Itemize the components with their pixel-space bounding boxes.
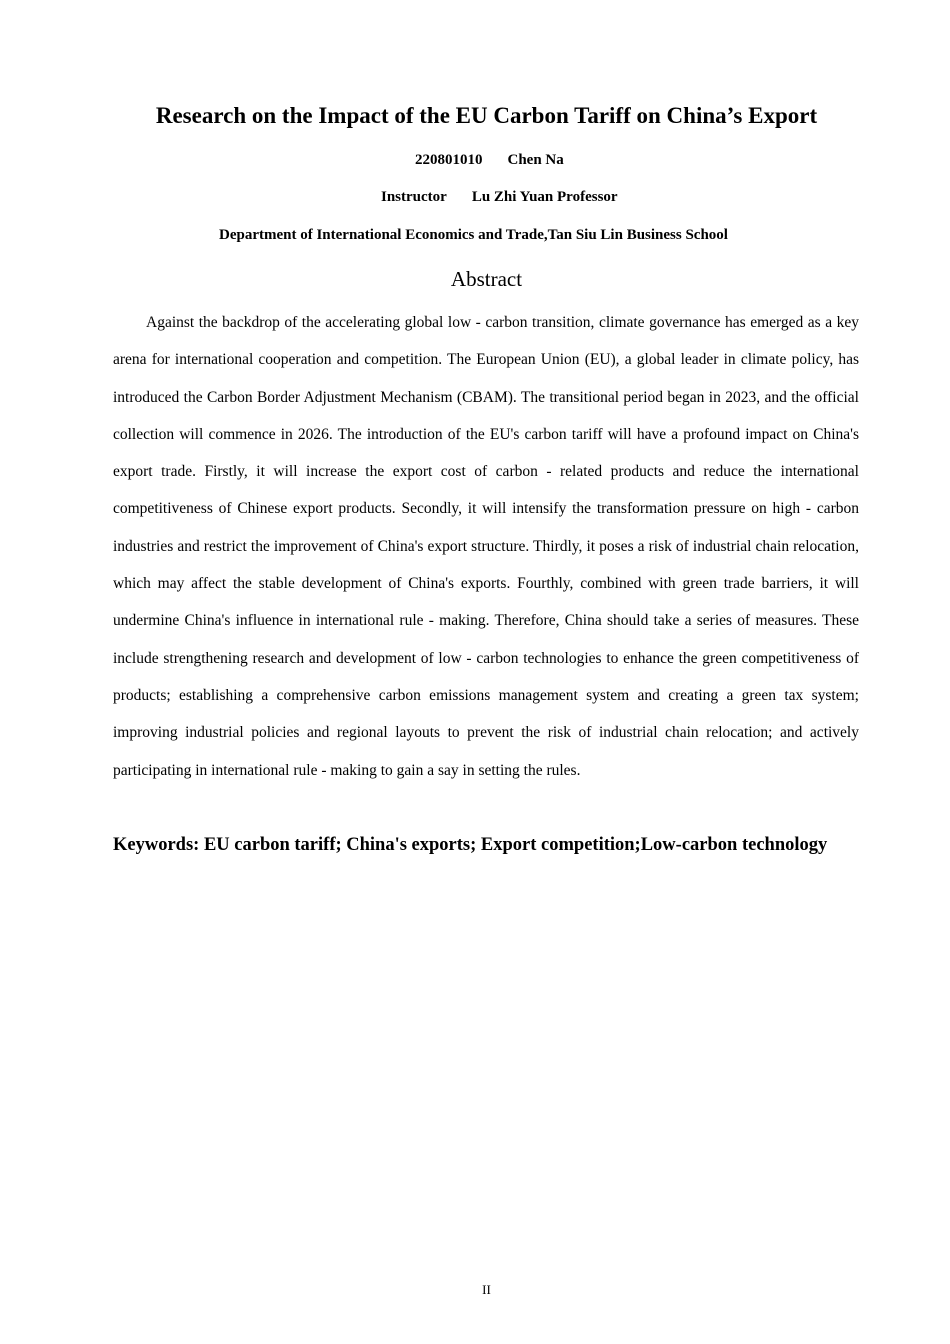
page-number: II [482, 1282, 491, 1297]
student-id: 220801010 [415, 152, 483, 168]
instructor-line [381, 187, 618, 207]
abstract-heading: Abstract [450, 267, 523, 291]
author-line [415, 150, 564, 170]
author-name: Chen Na [507, 152, 564, 168]
keywords-line: Keywords: EU carbon tariff; China's exports; Export competition;Low-carbon technology [113, 835, 828, 855]
abstract-body: Against the backdrop of the accelerating global low - carbon transition, climate governance has emerged as a key arena for international cooperation and competition. The European Union (EU), a global leader in climate policy, has introduced the Carbon Border Adjustment Mechanism (CBAM). The transitional period began in 2023, and the official collection will commence in 2026. The introduction of the EU's carbon tariff will have a profound impact on China's export trade. Firstly, it will increase the export cost of carbon - related products and reduce the international competitiveness of Chinese export products. Secondly, it will intensify the transformation pressure on high - carbon industries and restrict the improvement of China's export structure. Thirdly, it poses a risk of industrial chain relocation, which may affect the stable development of China's exports. Fourthly, combined with green trade barriers, it will undermine China's influence in international rule - making. Therefore, China should take a series of measures. These include strengthening research and development of low - carbon technologies to enhance the green competitiveness of products; establishing a comprehensive carbon emissions management system and creating a green tax system; improving industrial policies and regional layouts to prevent the risk of industrial chain relocation; and actively participating in international rule - making to gain a say in setting the rules. [113, 314, 859, 779]
department-line: Department of International Economics and Trade,Tan Siu Lin Business School [219, 227, 728, 243]
instructor-name: Lu Zhi Yuan Professor [471, 189, 618, 205]
instructor-label: Instructor [381, 189, 447, 205]
paper-title: Research on the Impact of the EU Carbon Tariff on China’s Export [155, 103, 818, 128]
